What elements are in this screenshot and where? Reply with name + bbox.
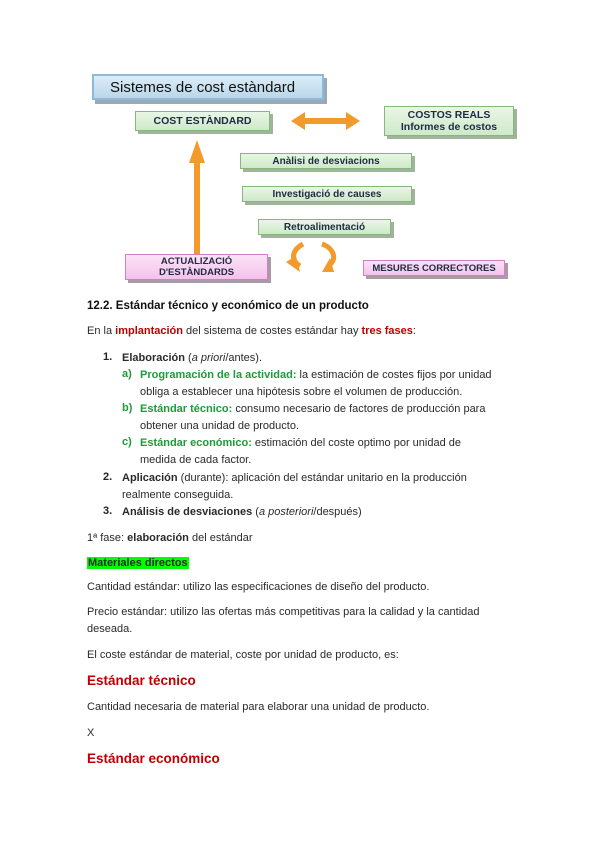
- estandar-economico-heading: Estándar económico: [87, 751, 220, 766]
- subitem-line: Programación de la actividad: la estimación de costes fijos por unidad: [140, 369, 492, 381]
- phase-item: Aplicación (durante): aplicación del estándar unitario en la producción: [122, 472, 467, 484]
- precio-line: Precio estándar: utilizo las ofertas más competitivas para la calidad y la cantidad: [87, 606, 480, 618]
- cost-estandard-box: COST ESTÀNDARD: [135, 111, 270, 131]
- phase-item-cont: realmente conseguida.: [122, 489, 234, 501]
- subitem-line: Estándar técnico: consumo necesario de factores de producción para: [140, 403, 486, 415]
- phase-item: Elaboración (a priori/antes).: [122, 352, 263, 364]
- diagram-arrows: [0, 0, 600, 290]
- up-arrow: [189, 140, 205, 256]
- subitem-letter: a): [122, 368, 132, 380]
- cantidad-line: Cantidad estándar: utilizo las especificaciones de diseño del producto.: [87, 581, 430, 593]
- subitem-letter: c): [122, 436, 132, 448]
- section-heading: 12.2. Estándar técnico y económico de un producto: [87, 300, 369, 312]
- subitem-line: Estándar económico: estimación del coste optimo por unidad de: [140, 437, 461, 449]
- actualitzacio-box: ACTUALIZACIÓ D'ESTÀNDARDS: [125, 254, 268, 280]
- phase-number: 2.: [103, 471, 113, 483]
- investigacio-box: Investigació de causes: [242, 186, 412, 202]
- analisi-box: Anàlisi de desviacions: [240, 153, 412, 169]
- cost-system-diagram: [0, 0, 600, 290]
- subitem-letter: b): [122, 402, 133, 414]
- retroalimentacio-box: Retroalimentació: [258, 219, 391, 235]
- coste-material-line: El coste estándar de material, coste por unidad de producto, es:: [87, 649, 399, 661]
- phase-number: 1.: [103, 351, 113, 363]
- phase-item: Análisis de desviaciones (a posteriori/después): [122, 506, 362, 518]
- multiply-x: X: [87, 727, 95, 739]
- fase1-line: 1ª fase: elaboración del estándar: [87, 532, 253, 544]
- curved-arrow-left-head: [286, 256, 300, 272]
- subitem-line: obliga a establecer una hipótesis sobre el volumen de producción.: [140, 386, 463, 398]
- diagram-title: Sistemes de cost estàndard: [92, 74, 324, 100]
- subitem-line: obtener una unidad de producto.: [140, 420, 300, 432]
- intro-paragraph: En la implantación del sistema de costes estándar hay tres fases:: [87, 325, 416, 337]
- subitem-line: medida de cada factor.: [140, 454, 252, 466]
- cantidad-necesaria-line: Cantidad necesaria de material para elaborar una unidad de producto.: [87, 701, 430, 713]
- precio-line-cont: deseada.: [87, 623, 133, 635]
- materiales-heading: Materiales directos: [88, 557, 188, 569]
- phase-number: 3.: [103, 505, 113, 517]
- costos-reals-box: COSTOS REALS Informes de costos: [384, 106, 514, 136]
- mesures-box: MESURES CORRECTORES: [363, 260, 505, 276]
- estandar-tecnico-heading: Estándar técnico: [87, 673, 196, 688]
- double-arrow: [291, 112, 360, 130]
